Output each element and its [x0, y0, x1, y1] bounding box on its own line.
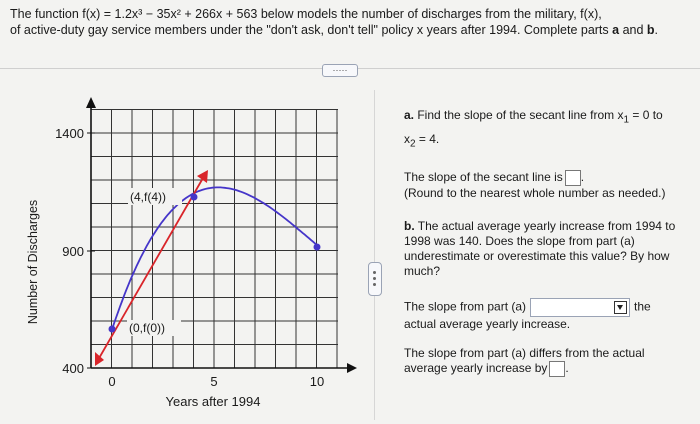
difference-input[interactable]	[549, 361, 565, 377]
period: .	[654, 23, 659, 37]
x-axis-label: Years after 1994	[165, 394, 261, 409]
subscript: 2	[410, 138, 416, 150]
part-b-question	[404, 219, 690, 279]
problem-line-1: The function f(x) = 1.2x³ − 35x² + 266x + 563 below models the number of discharges from the military, f(x),	[10, 7, 602, 21]
part-a-question	[404, 108, 690, 127]
secant-answer-prefix: The slope of the secant line is	[404, 169, 563, 184]
y-tick-label: 400	[62, 361, 84, 376]
panel-divider	[374, 90, 375, 420]
subscript: 1	[623, 114, 630, 126]
point-label-4: (4,f(4))	[130, 190, 166, 204]
part-a-question-line2	[404, 132, 690, 151]
y-tick-label: 1400	[55, 126, 84, 141]
part-b-question-text: The actual average yearly increase from 1994 to 1998 was 140. Does the slope from part (a) underestimate or overestimate this value? By how much?	[404, 218, 676, 278]
compare-dropdown[interactable]	[530, 298, 630, 317]
part-a-question-text: x	[404, 132, 410, 147]
x-tick-label: 0	[108, 374, 116, 389]
problem-line-2-text: of active-duty gay service members under the "don't ask, don't tell" policy x years after 1994. Complete parts	[10, 23, 613, 37]
part-b-ref: b	[646, 23, 655, 37]
x-tick-label: 10	[309, 374, 325, 389]
y-tick-label: 900	[62, 244, 84, 259]
point-label-0: (0,f(0))	[129, 321, 165, 335]
question-panel	[404, 108, 690, 377]
point-0[interactable]	[109, 326, 116, 333]
chevron-down-icon[interactable]	[614, 301, 627, 314]
part-a-question-text: Find the slope of the secant line from x	[414, 108, 624, 122]
part-a-ref: a	[612, 23, 620, 37]
part-a-label: a.	[404, 108, 415, 122]
secant-arrow-end-icon	[197, 170, 208, 183]
part-b-label: b.	[404, 218, 415, 233]
differs-row: The slope from part (a) differs from the actual average yearly increase by .	[404, 345, 645, 375]
slope-compare-row	[404, 298, 690, 317]
y-axis-arrow-icon	[86, 97, 96, 108]
secant-arrow-start-icon	[95, 352, 104, 366]
x-tick-label: 5	[210, 374, 218, 389]
graph	[0, 70, 374, 424]
x-axis-arrow-icon	[347, 363, 357, 373]
more-options-button[interactable]: ·····	[322, 64, 358, 77]
problem-line-2	[10, 22, 690, 38]
part-a-question-text: = 4.	[415, 132, 440, 147]
slope-compare-suffix: the	[634, 299, 651, 314]
point-4[interactable]	[191, 194, 198, 201]
slope-compare-prefix: The slope from part (a)	[404, 299, 527, 314]
y-axis-label: Number of Discharges	[26, 199, 40, 325]
part-a-question-text: = 0 to	[629, 108, 663, 122]
round-note: (Round to the nearest whole number as needed.)	[404, 185, 666, 200]
and-word: and	[619, 23, 647, 37]
slope-compare-line2: actual average yearly increase.	[404, 316, 571, 331]
point-10[interactable]	[314, 244, 321, 251]
secant-answer-row: The slope of the secant line is .	[404, 169, 585, 184]
differs-text: The slope from part (a) differs from the actual average yearly increase by	[404, 345, 645, 375]
problem-statement	[10, 6, 690, 38]
secant-slope-input[interactable]	[565, 170, 581, 186]
